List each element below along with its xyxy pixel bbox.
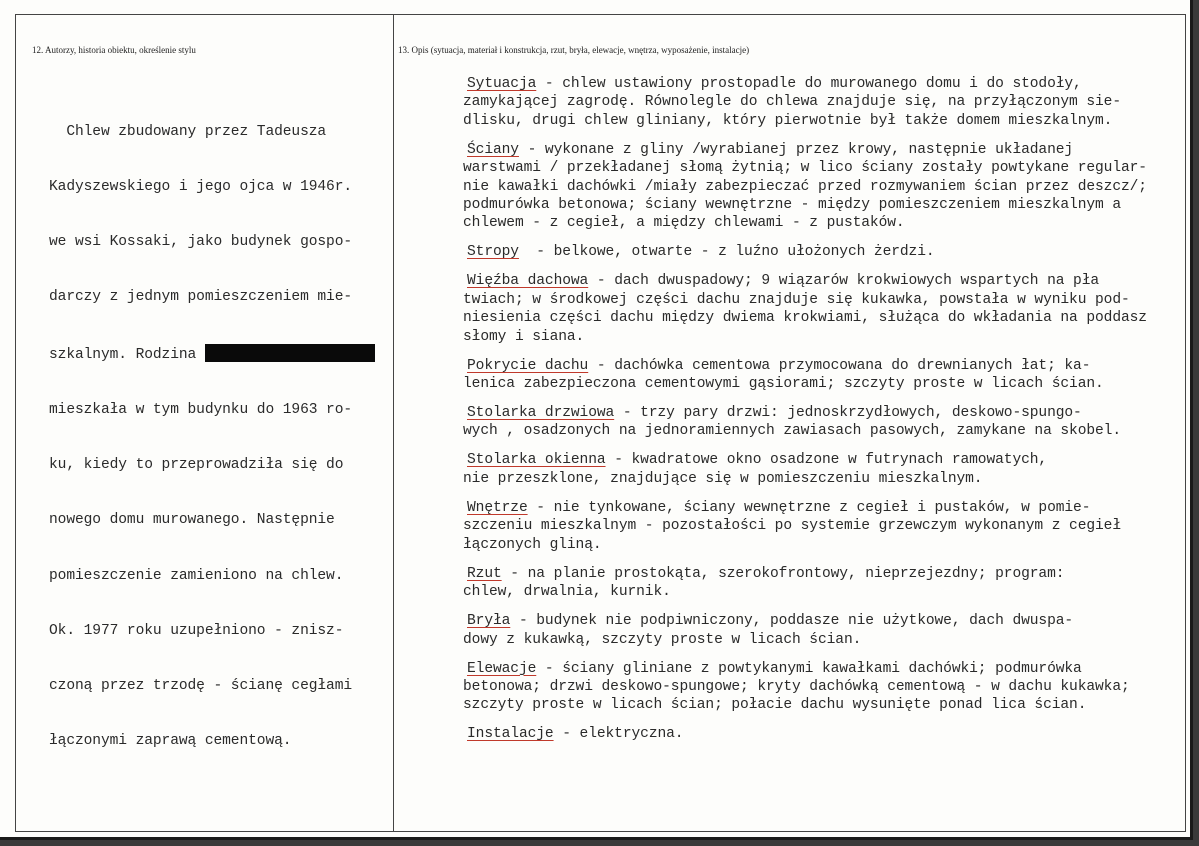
section-continuation-line: słomy i siana. <box>463 328 585 345</box>
description-section <box>463 565 1151 602</box>
section-first-line <box>467 243 1151 261</box>
section-first-line <box>467 141 1151 159</box>
section-first-line <box>467 499 1151 517</box>
section-continuation-line: zamykającej zagrodę. Równolegle do chlewa znajduje się, na przyłączonym sie- <box>463 94 1121 111</box>
section-continuation-line: szczyty proste w licach ścian; połacie dachu wysunięte ponad lica ścian. <box>463 697 1087 714</box>
section-heading: Więźba dachowa <box>467 273 589 290</box>
section-continuation-line: twiach; w środkowej części dachu znajduje się kukawka, powstała w wyniku pod- <box>463 291 1130 308</box>
description-section <box>463 272 1151 346</box>
section-heading: Stolarka okienna <box>467 452 606 469</box>
description-text <box>463 75 1151 744</box>
section-heading: Bryła <box>467 613 511 630</box>
section-text: - budynek nie podpiwniczony, poddasze nie użytkowe, dach dwuspa- <box>510 613 1074 630</box>
history-line: pomieszczenie zamieniono na chlew. <box>49 567 344 584</box>
section-text: - nie tynkowane, ściany wewnętrzne z cegieł i pustaków, w pomie- <box>527 499 1091 516</box>
section-first-line <box>467 451 1151 469</box>
section-continuation-line: dlisku, drugi chlew gliniany, który pierwotnie był także domem mieszkalnym. <box>463 112 1113 129</box>
description-section <box>463 75 1151 130</box>
history-line: darczy z jednym pomieszczeniem mie- <box>49 289 353 306</box>
section-continuation-line: nie kawałki dachówki /miały zabezpieczać przed rozmywaniem ścian przez deszcz/; <box>463 178 1147 195</box>
description-section <box>467 243 1151 261</box>
section-first-line <box>467 272 1151 290</box>
section-text: - belkowe, otwarte - z luźno ułożonych żerdzi. <box>518 244 935 261</box>
section-text: - dachówka cementowa przymocowana do drewnianych łat; ka- <box>588 357 1091 374</box>
history-line: szkalnym. Rodzina <box>49 346 205 363</box>
history-line: Chlew zbudowany przez Tadeusza <box>49 123 327 140</box>
section-text: - trzy pary drzwi: jednoskrzydłowych, deskowo-spungo- <box>614 405 1082 422</box>
section-first-line <box>467 725 1151 743</box>
description-section <box>467 725 1151 743</box>
section-continuation-line: wych , osadzonych na jednoramiennych zawiasach pasowych, zamykane na skobel. <box>463 423 1121 440</box>
description-section <box>463 404 1151 441</box>
section-text: - ściany gliniane z powtykanymi kawałkami dachówki; podmurówka <box>536 660 1082 677</box>
section-heading: Pokrycie dachu <box>467 357 589 374</box>
section-continuation-line: łączonych gliną. <box>463 536 602 553</box>
section-text: - wykonane z gliny /wyrabianej przez krowy, następnie układanej <box>518 141 1074 158</box>
section-continuation-line: dowy z kukawką, szczyty proste w licach ścian. <box>463 631 862 648</box>
section-first-line <box>467 660 1151 678</box>
section-heading: Instalacje <box>467 726 554 743</box>
section-continuation-line: podmurówka betonowa; ściany wewnętrzne - między pomieszczeniem mieszkalnym a <box>463 197 1121 214</box>
history-line: we wsi Kossaki, jako budynek gospo- <box>49 234 353 251</box>
history-line: czoną przez trzodę - ścianę cegłami <box>49 678 353 694</box>
section-text: - elektryczna. <box>553 726 684 743</box>
history-line: nowego domu murowanego. Następnie <box>49 512 335 529</box>
section-heading: Rzut <box>467 565 502 582</box>
section-heading: Sytuacja <box>467 76 537 92</box>
section-heading: Stropy <box>467 244 519 261</box>
section-text: - dach dwuspadowy; 9 wiązarów krokwiowych wspartych na pła <box>588 273 1100 290</box>
section-text: - chlew ustawiony prostopadle do murowanego domu i do stodoły, <box>536 76 1082 92</box>
description-section <box>463 499 1151 554</box>
section-heading: Stolarka drzwiowa <box>467 405 615 422</box>
section-first-line <box>467 565 1151 583</box>
section-first-line <box>467 612 1151 630</box>
description-section <box>463 451 1151 488</box>
section-text: - kwadratowe okno osadzone w futrynach ramowatych, <box>605 452 1048 469</box>
section-heading: Elewacje <box>467 660 537 677</box>
column-divider <box>393 14 394 832</box>
history-line: łączonymi zaprawą cementową. <box>49 733 292 750</box>
section-continuation-line: nie przeszklone, znajdujące się w pomieszczeniu mieszkalnym. <box>463 470 983 487</box>
section-first-line <box>467 357 1151 375</box>
history-line: mieszkała w tym budynku do 1963 ro- <box>49 401 353 418</box>
description-section <box>463 612 1151 649</box>
section-continuation-line: warstwami / przekładanej słomą żytnią; w lico ściany zostały powtykane regular- <box>463 160 1147 177</box>
section-heading: Wnętrze <box>467 499 528 516</box>
section-heading: Ściany <box>467 141 519 158</box>
section-text: - na planie prostokąta, szerokofrontowy, nieprzejezdny; program: <box>501 565 1065 582</box>
header-authors-history: 12. Autorzy, historia obiektu, określenie stylu <box>32 45 196 55</box>
section-first-line <box>467 75 1151 93</box>
history-line: Kadyszewskiego i jego ojca w 1946r. <box>49 179 353 196</box>
section-continuation-line: lenica zabezpieczona cementowymi gąsiorami; szczyty proste w licach ścian. <box>463 376 1104 393</box>
section-continuation-line: betonowa; drzwi deskowo-spungowe; kryty dachówką cementową - w dachu kukawka; <box>463 678 1130 695</box>
section-continuation-line: chlew, drwalnia, kurnik. <box>463 584 671 601</box>
history-line-with-redaction <box>49 344 375 364</box>
header-description: 13. Opis (sytuacja, materiał i konstrukcja, rzut, bryła, elewacje, wnętrza, wyposażenie, instalacje) <box>398 45 750 55</box>
history-line: ku, kiedy to przeprowadziła się do <box>49 457 344 474</box>
section-first-line <box>467 404 1151 422</box>
history-text <box>49 86 375 787</box>
description-section <box>463 357 1151 394</box>
section-continuation-line: szczeniu mieszkalnym - pozostałości po systemie grzewczym wykonanym z cegieł <box>463 518 1121 535</box>
section-continuation-line: niesienia części dachu między dwiema krokwiami, służąca do wkładania na poddasz <box>463 310 1147 327</box>
description-section <box>463 141 1151 233</box>
history-line: Ok. 1977 roku uzupełniono - znisz- <box>49 622 344 639</box>
redaction-bar <box>205 344 375 362</box>
section-continuation-line: chlewem - z cegieł, a między chlewami - z pustaków. <box>463 215 905 232</box>
description-section <box>463 660 1151 715</box>
